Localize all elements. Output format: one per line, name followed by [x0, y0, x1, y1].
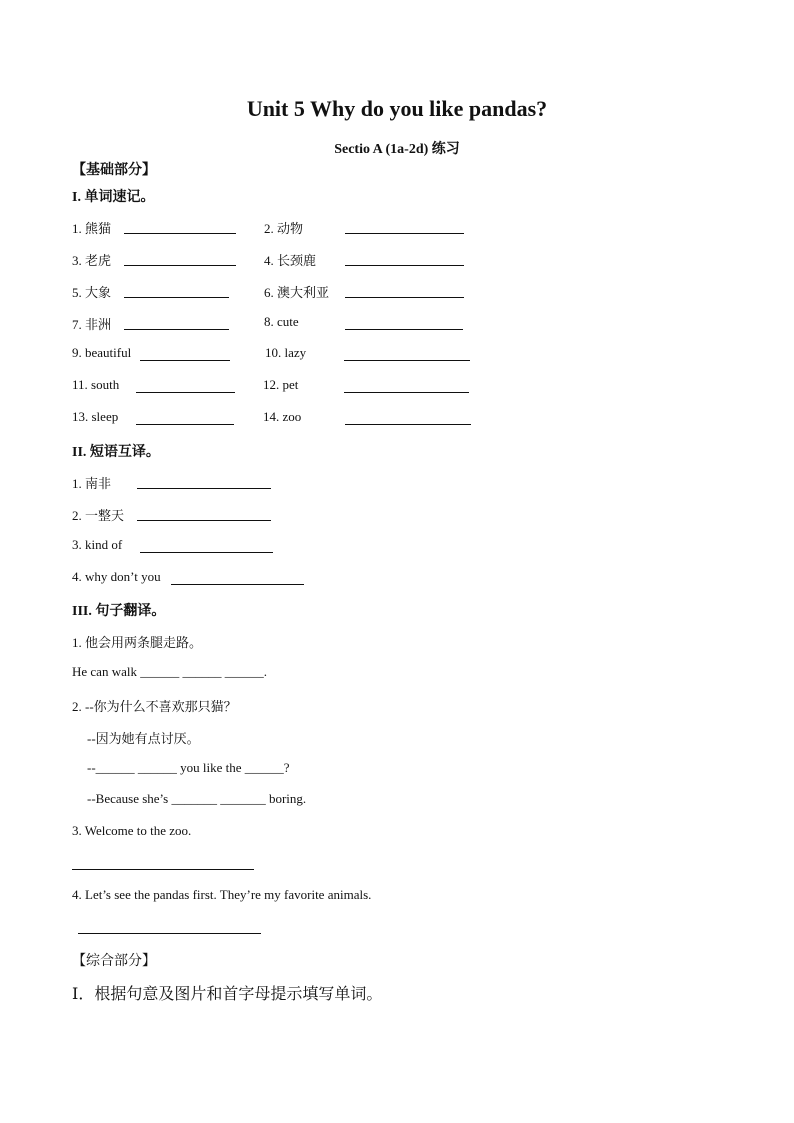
- sentence-1-prompt: 1. 他会用两条腿走路。: [72, 635, 203, 650]
- answer-blank[interactable]: [124, 265, 236, 266]
- section1-heading: I. 单词速记。: [72, 190, 155, 205]
- vocab-item-7: 7. 非洲: [72, 317, 112, 332]
- answer-blank[interactable]: [171, 584, 304, 585]
- sentence-1-line: He can walk ______ ______ ______.: [72, 664, 267, 679]
- answer-blank[interactable]: [137, 488, 271, 489]
- answer-blank[interactable]: [345, 297, 464, 298]
- page-subtitle: Sectio A (1a-2d) 练习: [334, 142, 460, 157]
- part-basic-label: 【基础部分】: [72, 163, 156, 178]
- phrase-item-2: 2. 一整天: [72, 508, 125, 523]
- answer-blank[interactable]: [344, 360, 470, 361]
- vocab-item-6: 6. 澳大利亚: [264, 285, 330, 300]
- answer-blank[interactable]: [136, 392, 235, 393]
- answer-blank[interactable]: [78, 933, 261, 934]
- phrase-item-3: 3. kind of: [72, 537, 123, 552]
- answer-blank[interactable]: [345, 424, 471, 425]
- sentence-2-prompt: 2. --你为什么不喜欢那只猫？: [72, 699, 237, 714]
- vocab-item-4: 4. 长颈鹿: [264, 253, 317, 268]
- vocab-item-9: 9. beautiful: [72, 345, 132, 360]
- answer-blank[interactable]: [344, 392, 469, 393]
- sentence-3-prompt: 3. Welcome to the zoo.: [72, 823, 192, 838]
- answer-blank[interactable]: [124, 297, 229, 298]
- part-combined-heading: Ⅰ．根据句意及图片和首字母提示填写单词。: [72, 986, 383, 1003]
- section3-heading: III. 句子翻译。: [72, 604, 166, 619]
- sentence-2-line2: --______ ______ you like the ______?: [87, 760, 290, 775]
- part-combined-label: 【综合部分】: [72, 954, 156, 969]
- section2-heading: II. 短语互译。: [72, 445, 160, 460]
- vocab-item-13: 13. sleep: [72, 409, 119, 424]
- answer-blank[interactable]: [124, 329, 229, 330]
- answer-blank[interactable]: [345, 233, 464, 234]
- answer-blank[interactable]: [124, 233, 236, 234]
- answer-blank[interactable]: [136, 424, 234, 425]
- vocab-item-5: 5. 大象: [72, 285, 112, 300]
- sentence-4-prompt: 4. Let’s see the pandas first. They’re my favorite animals.: [72, 887, 372, 902]
- answer-blank[interactable]: [72, 869, 254, 870]
- phrase-item-4: 4. why don’t you: [72, 569, 161, 584]
- vocab-item-8: 8. cute: [264, 314, 299, 329]
- vocab-item-10: 10. lazy: [265, 345, 307, 360]
- vocab-item-14: 14. zoo: [263, 409, 302, 424]
- vocab-item-2: 2. 动物: [264, 221, 304, 236]
- phrase-item-1: 1. 南非: [72, 476, 112, 491]
- answer-blank[interactable]: [345, 329, 463, 330]
- vocab-item-1: 1. 熊猫: [72, 221, 112, 236]
- answer-blank[interactable]: [345, 265, 464, 266]
- sentence-2-line1: --因为她有点讨厌。: [87, 731, 200, 746]
- vocab-item-12: 12. pet: [263, 377, 299, 392]
- answer-blank[interactable]: [137, 520, 271, 521]
- sentence-2-line3: --Because she’s _______ _______ boring.: [87, 791, 307, 806]
- answer-blank[interactable]: [140, 552, 273, 553]
- vocab-item-11: 11. south: [72, 377, 120, 392]
- answer-blank[interactable]: [140, 360, 230, 361]
- page-title: Unit 5 Why do you like pandas?: [246, 96, 548, 121]
- vocab-item-3: 3. 老虎: [72, 253, 112, 268]
